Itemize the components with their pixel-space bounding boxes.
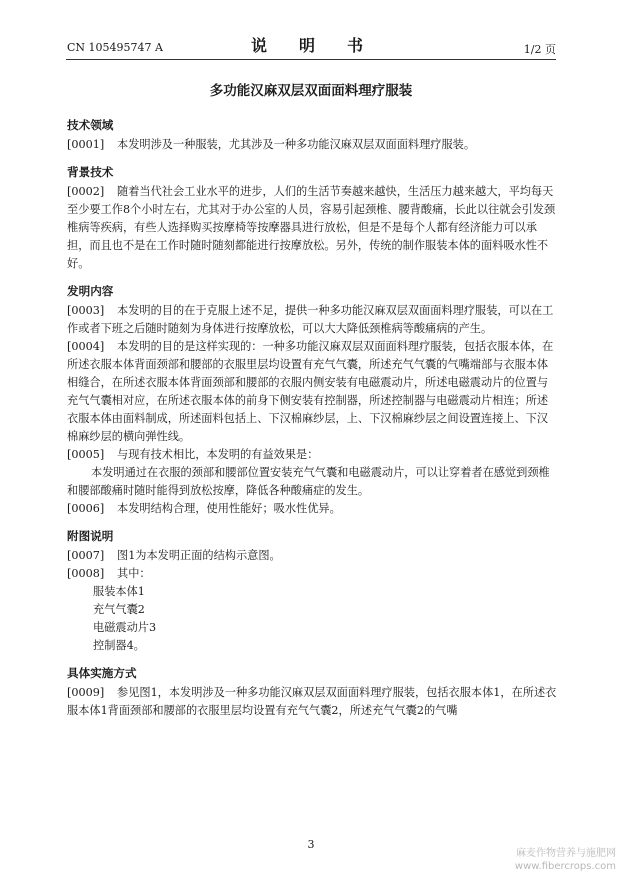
patent-number: CN 105495747 A [67, 41, 163, 54]
paragraph-0009 [67, 684, 557, 720]
paragraph-text: 本发明涉及一种服装，尤其涉及一种多功能汉麻双层双面面料理疗服装。 [117, 138, 476, 151]
section-heading-background: 背景技术 [67, 165, 114, 179]
paragraph-number: [0006] [67, 502, 105, 515]
paragraph-text: 其中： [117, 567, 151, 580]
header-divider [66, 59, 556, 60]
document-body [67, 116, 557, 720]
section-heading-summary: 发明内容 [67, 284, 114, 298]
paragraph-number: [0005] [67, 448, 105, 461]
list-item: 电磁震动片3 [93, 621, 157, 634]
paragraph-number: [0004] [67, 340, 105, 353]
paragraph-0004 [67, 338, 557, 446]
paragraph-text: 本发明结构合理，使用性能好；吸水性优异。 [117, 502, 341, 515]
section-heading-tech-field: 技术领域 [67, 118, 114, 132]
paragraph-0003 [67, 302, 557, 338]
paragraph-0006 [67, 500, 557, 518]
paragraph-0002 [67, 183, 557, 273]
paragraph-number: [0002] [67, 185, 105, 198]
page-indicator: 1/2 页 [523, 43, 556, 56]
paragraph-number: [0009] [67, 686, 105, 699]
list-item: 充气气囊2 [93, 603, 145, 616]
paragraph-text: 图1为本发明正面的结构示意图。 [117, 549, 281, 562]
document-type: 说 明 书 [250, 36, 371, 55]
paragraph-text: 参见图1，本发明涉及一种多功能汉麻双层双面面料理疗服装，包括衣服本体1，在所述衣服本体1背面颈部和腰部的衣服里层均设置有充气气囊2，所述充气气囊2的气嘴 [67, 686, 557, 717]
list-item: 控制器4。 [93, 639, 145, 652]
paragraph-text: 随着当代社会工业水平的进步，人们的生活节奏越来越快，生活压力越来越大，平均每天至少要工作8个小时左右，尤其对于办公室的人员，容易引起颈椎、腰背酸痛，长此以往就会引发颈椎病等疾病，有些人选择购买按摩椅等按摩器具进行放松，但是不是每个人都有经济能力可以承担，而且也不是在工作时随时随刻都能进行按摩放松。另外，传统的制作服装本体的面料吸水性不好。 [67, 185, 556, 270]
paragraph-number: [0008] [67, 567, 105, 580]
paragraph-0005-continued: 本发明通过在衣服的颈部和腰部位置安装充气气囊和电磁震动片，可以让穿着者在感觉到颈椎和腰部酸痛时随时能得到放松按摩，降低各种酸痛症的发生。 [67, 466, 550, 497]
paragraph-0007 [67, 547, 557, 565]
document-title: 多功能汉麻双层双面面料理疗服装 [209, 83, 413, 99]
watermark [515, 847, 616, 873]
list-item: 服装本体1 [93, 585, 145, 598]
paragraph-text: 本发明的目的是这样实现的：一种多功能汉麻双层双面面料理疗服装，包括衣服本体，在所述衣服本体背面颈部和腰部的衣服里层均设置有充气气囊，所述充气气囊的气嘴端部与衣服本体相缝合，在所述衣服本体背面颈部和腰部的衣服内侧安装有电磁震动片，所述电磁震动片的位置与充气气囊相对应，在所述衣服本体的前身下侧安装有控制器，所述控制器与电磁震动片相连；所述衣服本体由面料制成，所述面料包括上、下汉棉麻纱层，上、下汉棉麻纱层之间设置连接上、下汉棉麻纱层的横向弹性线。 [67, 340, 554, 443]
section-heading-embodiment: 具体实施方式 [67, 666, 137, 680]
paragraph-0001 [67, 136, 557, 154]
page-number: 3 [307, 838, 315, 851]
paragraph-text: 本发明的目的在于克服上述不足，提供一种多功能汉麻双层双面面料理疗服装，可以在工作或者下班之后随时随刻为身体进行按摩放松，可以大大降低颈椎病等酸痛病的产生。 [67, 304, 554, 335]
section-heading-drawings: 附图说明 [67, 529, 114, 543]
paragraph-0005 [67, 446, 557, 464]
paragraph-text: 与现有技术相比，本发明的有益效果是： [117, 448, 319, 461]
paragraph-number: [0001] [67, 138, 105, 151]
paragraph-0008 [67, 565, 557, 583]
paragraph-number: [0007] [67, 549, 105, 562]
watermark-url: www.fibercrops.com [514, 861, 616, 872]
paragraph-number: [0003] [67, 304, 105, 317]
watermark-line: 麻麦作物营养与施肥网 [516, 848, 616, 859]
